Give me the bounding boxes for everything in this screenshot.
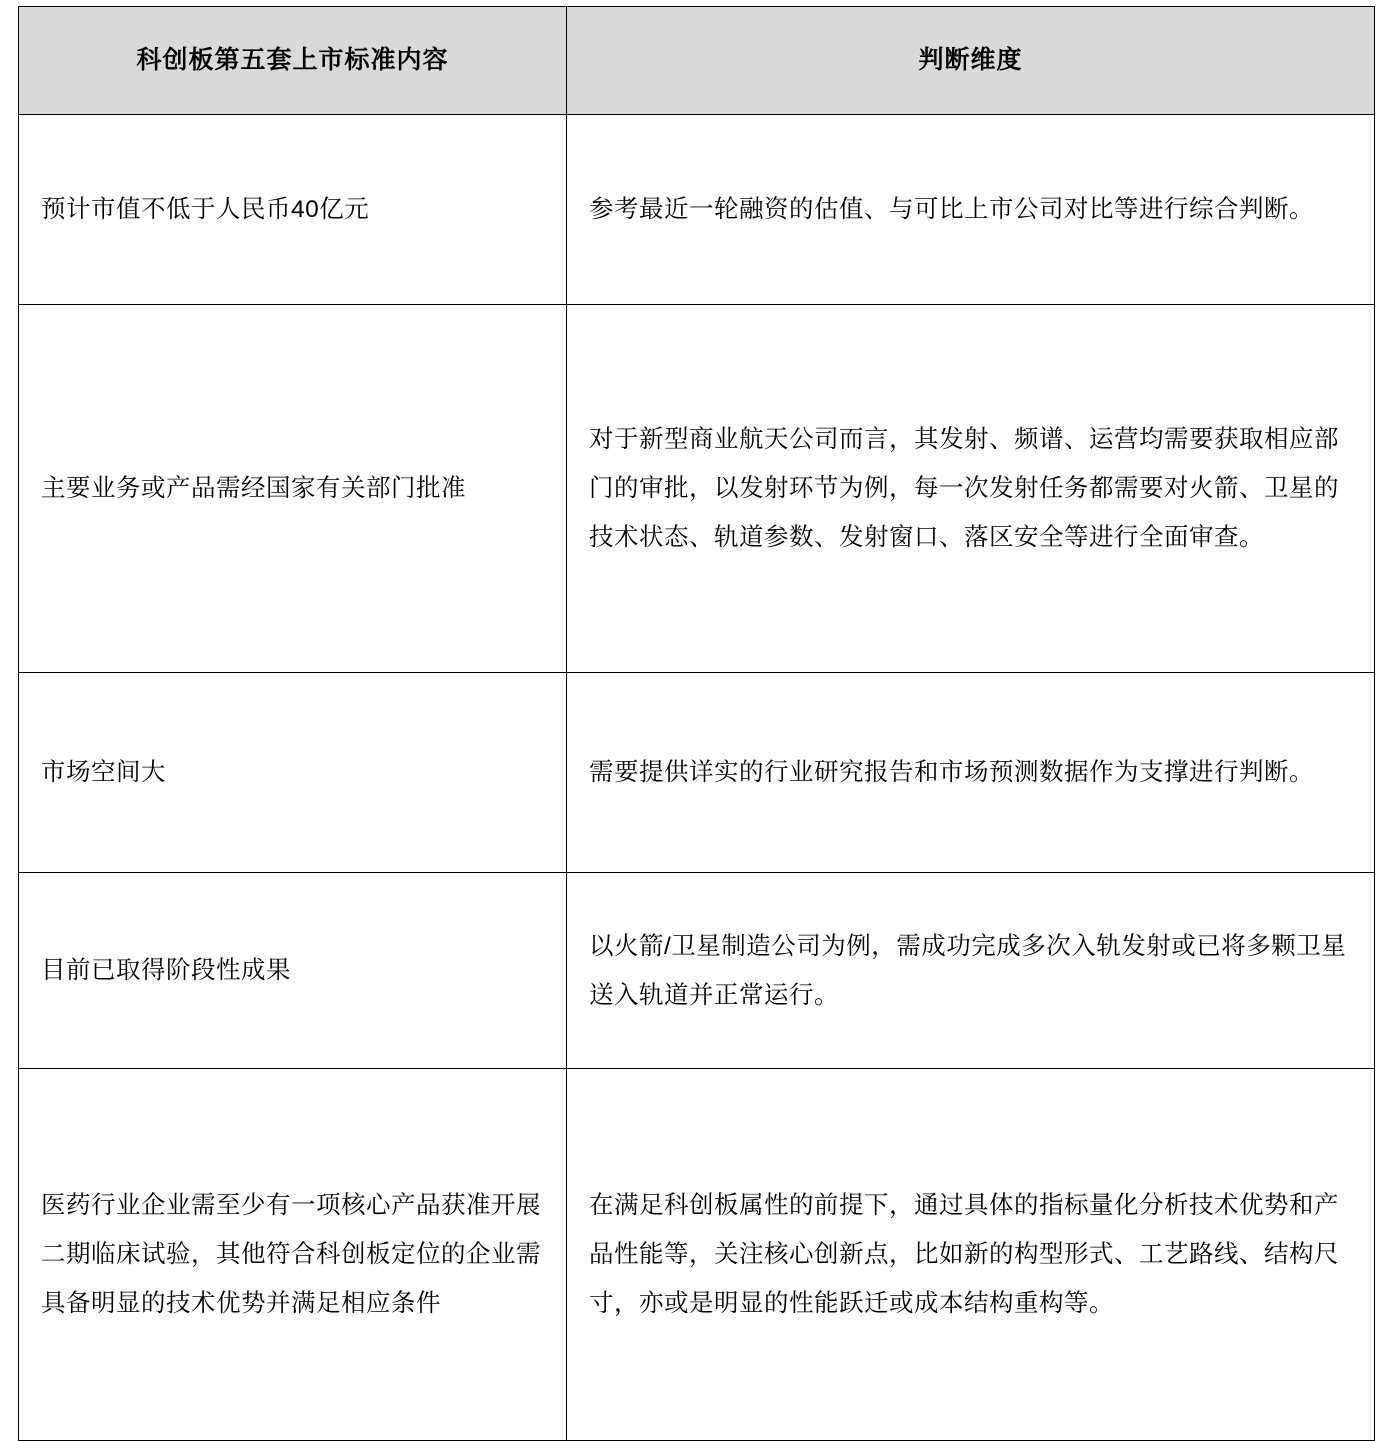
cell-dimension: 在满足科创板属性的前提下，通过具体的指标量化分析技术优势和产品性能等，关注核心创新点，比如新的构型形式、工艺路线、结构尺寸，亦或是明显的性能跃迁或成本结构重构等。 (567, 1069, 1375, 1441)
table-header-row (19, 7, 1375, 115)
table-row (19, 305, 1375, 673)
cell-dimension: 参考最近一轮融资的估值、与可比上市公司对比等进行综合判断。 (567, 115, 1375, 305)
cell-standard: 医药行业企业需至少有一项核心产品获准开展二期临床试验，其他符合科创板定位的企业需具备明显的技术优势并满足相应条件 (19, 1069, 567, 1441)
column-header-standard: 科创板第五套上市标准内容 (19, 7, 567, 115)
cell-dimension: 以火箭/卫星制造公司为例，需成功完成多次入轨发射或已将多颗卫星送入轨道并正常运行。 (567, 873, 1375, 1069)
table-row (19, 115, 1375, 305)
cell-standard: 目前已取得阶段性成果 (19, 873, 567, 1069)
cell-standard: 主要业务或产品需经国家有关部门批准 (19, 305, 567, 673)
cell-dimension: 对于新型商业航天公司而言，其发射、频谱、运营均需要获取相应部门的审批，以发射环节为例，每一次发射任务都需要对火箭、卫星的技术状态、轨道参数、发射窗口、落区安全等进行全面审查。 (567, 305, 1375, 673)
table-header (19, 7, 1375, 115)
table-row (19, 1069, 1375, 1441)
table-row (19, 873, 1375, 1069)
cell-standard: 市场空间大 (19, 673, 567, 873)
table-row (19, 673, 1375, 873)
column-header-dimension: 判断维度 (567, 7, 1375, 115)
cell-dimension: 需要提供详实的行业研究报告和市场预测数据作为支撑进行判断。 (567, 673, 1375, 873)
table-body (19, 115, 1375, 1441)
cell-standard: 预计市值不低于人民币40亿元 (19, 115, 567, 305)
listing-standards-table (18, 6, 1375, 1441)
